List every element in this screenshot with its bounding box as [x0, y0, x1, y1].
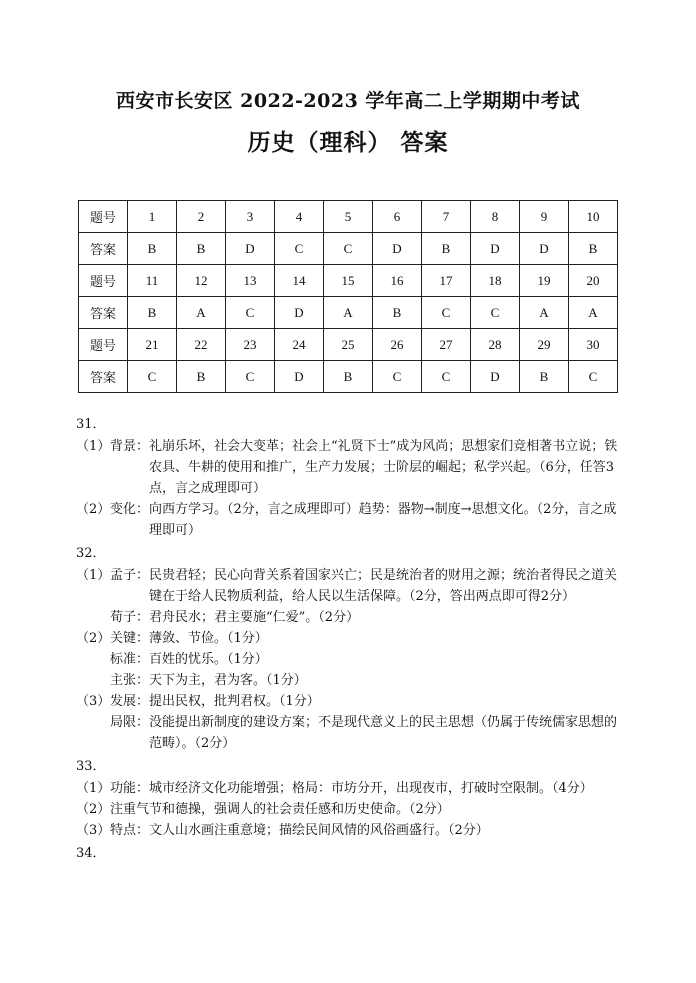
- table-cell: C: [569, 361, 618, 393]
- table-row-question-numbers: [79, 265, 618, 297]
- table-cell: 23: [226, 329, 275, 361]
- table-cell: D: [275, 297, 324, 329]
- table-row-header: 答案: [79, 233, 128, 265]
- part-text: 注重气节和德操，强调人的社会责任感和历史使命。（2分）: [110, 802, 450, 817]
- part-marker: （1）: [76, 439, 111, 454]
- answer-content: [76, 414, 624, 865]
- part-text: 薄敛、节俭。（1分）: [149, 631, 268, 646]
- table-cell: D: [373, 233, 422, 265]
- table-cell: 7: [422, 201, 471, 233]
- part-text: 向西方学习。（2分，言之成理即可）趋势：器物→制度→思想文化。（2分，言之成理即可）: [149, 502, 617, 538]
- table-cell: C: [422, 297, 471, 329]
- question-34-number: 34．: [76, 846, 106, 861]
- question-31-part-2: [76, 499, 624, 541]
- question-32-part-2: [76, 628, 624, 691]
- part-label: 孟子：: [110, 568, 150, 583]
- part-text: 礼崩乐坏，社会大变革；社会上“礼贤下士”成为风尚；思想家们竞相著书立说；铁农具、牛耕的使用和推广，生产力发展；士阶层的崛起；私学兴起。（6分，任答3点，言之成理即可）: [149, 439, 618, 496]
- table-cell: A: [177, 297, 226, 329]
- part-label: 变化：: [110, 502, 150, 517]
- part-label: 发展：: [110, 694, 150, 709]
- table-cell: B: [177, 361, 226, 393]
- part-text: 天下为主，君为客。（1分）: [149, 673, 307, 688]
- table-cell: 2: [177, 201, 226, 233]
- table-cell: 27: [422, 329, 471, 361]
- table-cell: A: [569, 297, 618, 329]
- table-cell: C: [471, 297, 520, 329]
- part-marker: （2）: [76, 631, 111, 646]
- question-33-part-3: [76, 820, 624, 841]
- table-cell: C: [275, 233, 324, 265]
- part-label: 特点：: [110, 823, 150, 838]
- table-row-question-numbers: [79, 201, 618, 233]
- table-cell: 14: [275, 265, 324, 297]
- question-31-part-1: [76, 436, 624, 499]
- question-31-number: 31．: [76, 417, 106, 432]
- part-label: 功能：: [110, 781, 150, 796]
- question-32-part-3: [76, 691, 624, 754]
- part-text: 民贵君轻；民心向背关系着国家兴亡；民是统治者的财用之源；统治者得民之道关键在于给人民物质利益，给人民以生活保障。（2分，答出两点即可得2分）: [149, 568, 618, 604]
- table-row-header: 答案: [79, 361, 128, 393]
- table-cell: 6: [373, 201, 422, 233]
- part-label: 局限：: [110, 715, 150, 730]
- answer-table: [78, 200, 618, 393]
- table-cell: 11: [128, 265, 177, 297]
- table-cell: 13: [226, 265, 275, 297]
- table-cell: 21: [128, 329, 177, 361]
- table-cell: C: [226, 297, 275, 329]
- part-marker: （1）: [76, 568, 111, 583]
- table-cell: A: [324, 297, 373, 329]
- part-text: 百姓的忧乐。（1分）: [149, 652, 268, 667]
- part-marker: （3）: [76, 823, 111, 838]
- table-cell: 26: [373, 329, 422, 361]
- table-cell: B: [128, 297, 177, 329]
- table-row-header: 题号: [79, 329, 128, 361]
- table-cell: 29: [520, 329, 569, 361]
- table-cell: B: [324, 361, 373, 393]
- table-cell: C: [128, 361, 177, 393]
- table-cell: 1: [128, 201, 177, 233]
- part-text: 城市经济文化功能增强；格局：市坊分开，出现夜市，打破时空限制。（4分）: [149, 781, 593, 796]
- table-cell: B: [373, 297, 422, 329]
- table-cell: 20: [569, 265, 618, 297]
- table-cell: 8: [471, 201, 520, 233]
- table-cell: 9: [520, 201, 569, 233]
- table-cell: B: [569, 233, 618, 265]
- table-row-question-numbers: [79, 329, 618, 361]
- table-row-answers: [79, 297, 618, 329]
- part-label: 荀子：: [110, 610, 150, 625]
- table-cell: C: [422, 361, 471, 393]
- table-cell: C: [226, 361, 275, 393]
- table-cell: 12: [177, 265, 226, 297]
- table-row-answers: [79, 233, 618, 265]
- table-row-header: 题号: [79, 201, 128, 233]
- question-32-part-1: [76, 565, 624, 628]
- table-cell: B: [422, 233, 471, 265]
- table-cell: 16: [373, 265, 422, 297]
- part-label: 关键：: [110, 631, 150, 646]
- question-33-part-2: [76, 799, 624, 820]
- question-33-number: 33．: [76, 759, 106, 774]
- part-text: 君舟民水；君主要施“仁爱”。（2分）: [149, 610, 360, 625]
- table-cell: C: [324, 233, 373, 265]
- table-cell: 3: [226, 201, 275, 233]
- table-cell: B: [520, 361, 569, 393]
- table-cell: 18: [471, 265, 520, 297]
- table-row-header: 题号: [79, 265, 128, 297]
- table-cell: B: [177, 233, 226, 265]
- table-cell: 24: [275, 329, 324, 361]
- table-cell: 19: [520, 265, 569, 297]
- part-marker: （2）: [76, 802, 111, 817]
- table-cell: 4: [275, 201, 324, 233]
- part-text: 没能提出新制度的建设方案；不是现代意义上的民主思想（仍属于传统儒家思想的范畴）。（2分）: [149, 715, 618, 751]
- table-cell: D: [226, 233, 275, 265]
- part-label: 背景：: [110, 439, 150, 454]
- page-title: 西安市长安区 2022-2023 学年高二上学期期中考试: [116, 90, 580, 112]
- part-marker: （1）: [76, 781, 111, 796]
- question-33-part-1: [76, 778, 624, 799]
- table-row-header: 答案: [79, 297, 128, 329]
- table-cell: 30: [569, 329, 618, 361]
- part-marker: （3）: [76, 694, 111, 709]
- page-subtitle: 历史（理科） 答案: [247, 129, 449, 156]
- table-cell: D: [471, 361, 520, 393]
- part-marker: （2）: [76, 502, 111, 517]
- question-32-number: 32．: [76, 546, 106, 561]
- table-cell: 10: [569, 201, 618, 233]
- part-text: 提出民权，批判君权。（1分）: [149, 694, 320, 709]
- table-cell: 15: [324, 265, 373, 297]
- table-cell: 17: [422, 265, 471, 297]
- part-label: 标准：: [110, 652, 150, 667]
- table-cell: 25: [324, 329, 373, 361]
- table-cell: D: [520, 233, 569, 265]
- part-text: 文人山水画注重意境；描绘民间风情的风俗画盛行。（2分）: [149, 823, 489, 838]
- table-cell: 5: [324, 201, 373, 233]
- table-cell: A: [520, 297, 569, 329]
- table-cell: 22: [177, 329, 226, 361]
- table-cell: C: [373, 361, 422, 393]
- table-row-answers: [79, 361, 618, 393]
- table-cell: B: [128, 233, 177, 265]
- part-label: 主张：: [110, 673, 150, 688]
- table-cell: 28: [471, 329, 520, 361]
- table-cell: D: [275, 361, 324, 393]
- table-cell: D: [471, 233, 520, 265]
